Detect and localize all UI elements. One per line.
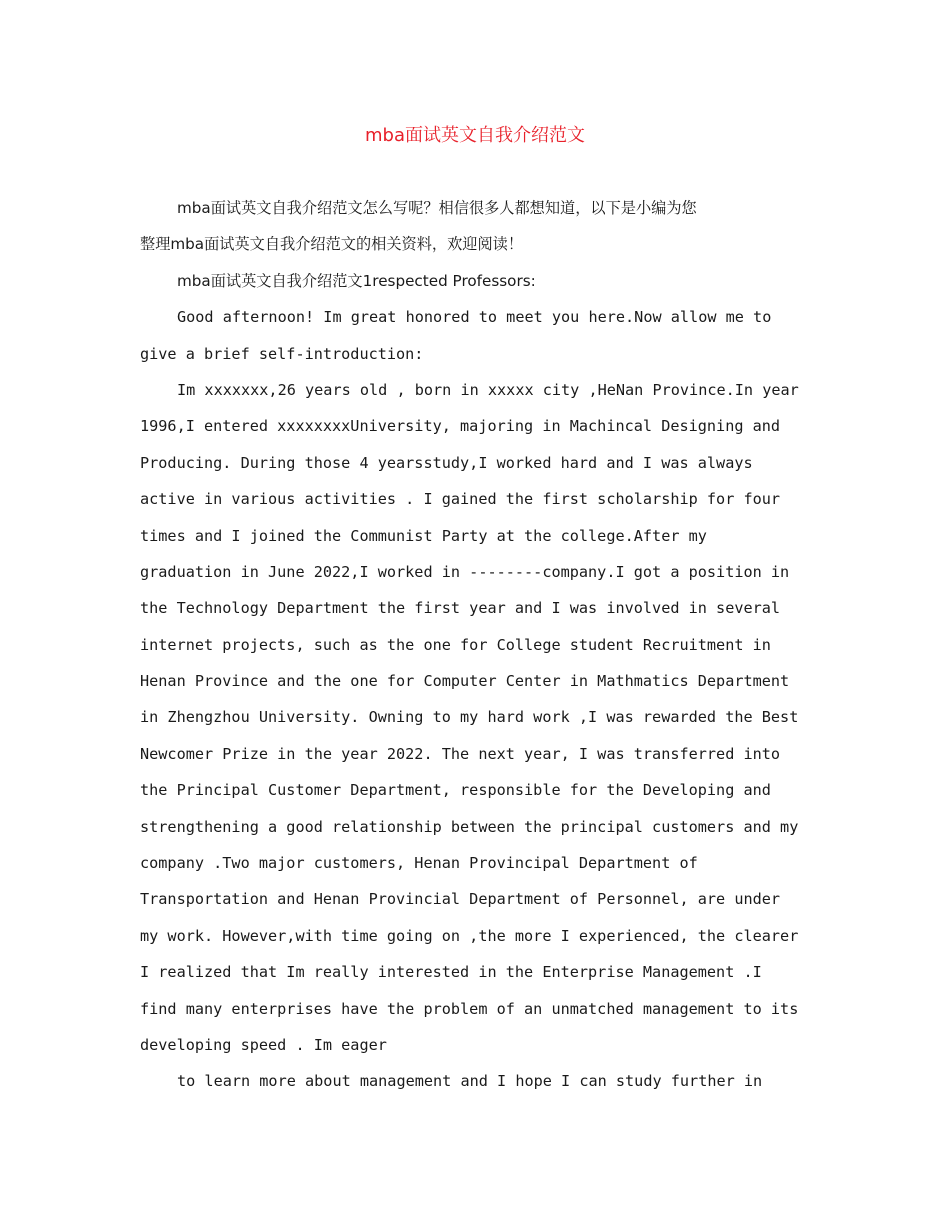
document-body (140, 190, 820, 1100)
paragraph-line: developing speed . Im eager (140, 1035, 387, 1054)
paragraph-line: graduation in June 2022,I worked in --------company.I got a position in (140, 562, 790, 581)
paragraph-line: Producing. During those 4 yearsstudy,I worked hard and I was always (140, 453, 753, 472)
paragraph-line: I realized that Im really interested in the Enterprise Management .I (140, 963, 762, 982)
paragraph-line: Im xxxxxxx,26 years old , born in xxxxx city ,HeNan Province.In year (177, 380, 799, 399)
paragraph-line: my work. However,with time going on ,the more I experienced, the clearer (140, 926, 799, 945)
paragraph-line: to learn more about management and I hope I can study further in (177, 1072, 763, 1091)
paragraph-line: in Zhengzhou University. Owning to my hard work ,I was rewarded the Best (140, 708, 799, 727)
paragraph-line: the Principal Customer Department, responsible for the Developing and (140, 781, 771, 800)
paragraph-line: find many enterprises have the problem of an unmatched management to its (140, 999, 799, 1018)
paragraph-line: 1996,I entered xxxxxxxxUniversity, majoring in Machincal Designing and (140, 417, 781, 436)
paragraph-line: times and I joined the Communist Party at the college.After my (140, 526, 707, 545)
paragraph-line: give a brief self-introduction: (140, 344, 424, 363)
paragraph-line: Newcomer Prize in the year 2022. The next year, I was transferred into (140, 744, 781, 763)
paragraph-line: Good afternoon! Im great honored to meet you here.Now allow me to (177, 308, 772, 327)
paragraph-line: 整理mba面试英文自我介绍范文的相关资料，欢迎阅读！ (140, 235, 524, 254)
paragraph-line: internet projects, such as the one for College student Recruitment in (140, 635, 771, 654)
document-title: mba面试英文自我介绍范文 (365, 125, 585, 146)
paragraph-line: Henan Province and the one for Computer Center in Mathmatics Department (140, 672, 790, 691)
paragraph-line: active in various activities . I gained the first scholarship for four (140, 490, 781, 509)
paragraph-line: mba面试英文自我介绍范文怎么写呢？相信很多人都想知道，以下是小编为您 (177, 199, 697, 217)
paragraph-line: the Technology Department the first year and I was involved in several (140, 599, 781, 618)
paragraph-line: Transportation and Henan Provincial Department of Personnel, are under (140, 890, 781, 909)
paragraph-line: company .Two major customers, Henan Provincipal Department of (140, 854, 698, 873)
paragraph-line: strengthening a good relationship between the principal customers and my (140, 817, 799, 836)
paragraph-line: mba面试英文自我介绍范文1respected Professors: (177, 271, 536, 290)
